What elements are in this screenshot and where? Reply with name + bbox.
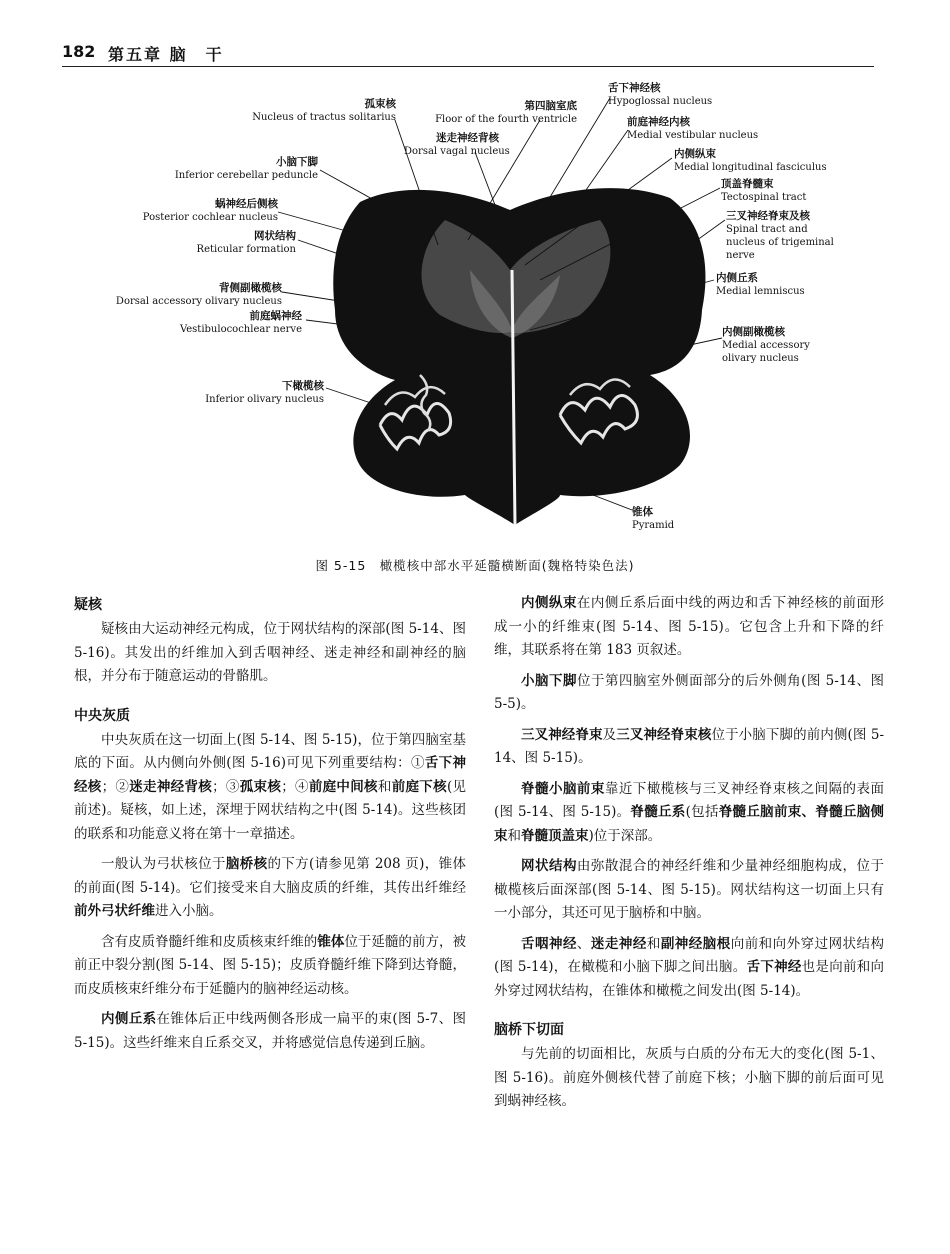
section-title-lower-pons: 脑桥下切面 xyxy=(494,1022,564,1038)
right-column xyxy=(494,592,884,1114)
figure-caption: 图 5-15 橄榄核中部水平延髓横断面(魏格特染色法) xyxy=(315,558,635,573)
paragraph: 舌咽神经、迷走神经和副神经脑根向前和向外穿过网状结构(图 5-14)，在橄榄和小脑下脚之间出脑。舌下神经也是向前和向外穿过网状结构，在锥体和橄榄之间发出(图 5-14)。 xyxy=(494,935,885,999)
label-medial-lemniscus: 内侧丘系 Medial lemniscus xyxy=(716,272,805,297)
chapter-title: 第五章 脑 干 xyxy=(108,45,224,64)
label-hypoglossal-nucleus: 舌下神经核 Hypoglossal nucleus xyxy=(608,82,713,107)
paragraph: 三叉神经脊束及三叉神经脊束核位于小脑下脚的前内侧(图 5-14、图 5-15)。 xyxy=(494,726,885,766)
label-medial-accessory-olivary: 内侧副橄榄核 Medial accessory olivary nucleus xyxy=(722,326,810,364)
paragraph: 一般认为弓状核位于脑桥核的下方(请参见第 208 页)，锥体的前面(图 5-14)。它们接受来自大脑皮质的纤维，其传出纤维经前外弓状纤维进入小脑。 xyxy=(74,856,466,919)
section-title-central-gray: 中央灰质 xyxy=(74,707,130,724)
paragraph: 中央灰质在这一切面上(图 5-14、图 5-15)，位于第四脑室基底的下面。从内侧向外侧(图 5-16)可见下列重要结构：①舌下神经核；②迷走神经背核；③孤束核；④前庭中间核和前庭下核(见前述)。疑核，如上述，深埋于网状结构之中(图 5-14)。这些核团的联系和功能意义将在第十一章描述。 xyxy=(74,731,467,842)
figure-medulla-section xyxy=(0,70,950,560)
label-inferior-cerebellar-peduncle: 小脑下脚 Inferior cerebellar peduncle xyxy=(174,156,318,181)
label-tectospinal-tract: 顶盖脊髓束 Tectospinal tract xyxy=(721,178,807,203)
paragraph: 内侧丘系在锥体后正中线两侧各形成一扁平的束(图 5-7、图 5-15)。这些纤维来自丘系交叉，并将感觉信息传递到丘脑。 xyxy=(74,1011,466,1051)
label-floor-fourth-ventricle: 第四脑室底 Floor of the fourth ventricle xyxy=(435,100,577,125)
label-vestibulocochlear-nerve: 前庭蜗神经 Vestibulocochlear nerve xyxy=(179,310,302,335)
label-medial-longitudinal-fasciculus: 内侧纵束 Medial longitudinal fasciculus xyxy=(674,148,827,173)
paragraph: 疑核由大运动神经元构成，位于网状结构的深部(图 5-14、图 5-16)。其发出的纤维加入到舌咽神经、迷走神经和副神经的脑根，并分布于随意运动的骨骼肌。 xyxy=(74,621,466,684)
label-posterior-cochlear-nucleus: 蜗神经后侧核 Posterior cochlear nucleus xyxy=(142,198,278,223)
label-dorsal-vagal-nucleus: 迷走神经背核 Dorsal vagal nucleus xyxy=(404,132,510,157)
label-nucleus-tractus-solitarius: 孤束核 Nucleus of tractus solitarius xyxy=(252,98,396,123)
paragraph: 内侧纵束在内侧丘系后面中线的两边和舌下神经核的前面形成一小的纤维束(图 5-14、图 5-15)。它包含上升和下降的纤维，其联系将在第 183 页叙述。 xyxy=(494,595,885,658)
page-number: 182 xyxy=(62,42,96,61)
left-column xyxy=(74,592,466,1055)
label-dorsal-accessory-olivary: 背侧副橄榄核 Dorsal accessory olivary nucleus xyxy=(115,282,282,307)
paragraph: 含有皮质脊髓纤维和皮质核束纤维的锥体位于延髓的前方，被前正中裂分割(图 5-14、图 5-15)；皮质脊髓纤维下降到达脊髓，而皮质核束纤维分布于延髓内的脑神经运动核。 xyxy=(74,933,467,997)
label-medial-vestibular-nucleus: 前庭神经内核 Medial vestibular nucleus xyxy=(627,116,759,141)
label-spinal-tract-trigeminal: 三叉神经脊束及核 Spinal tract and nucleus of trigeminal nerve xyxy=(726,210,834,261)
paragraph: 脊髓小脑前束靠近下橄榄核与三叉神经脊束核之间隔的表面(图 5-14、图 5-15)。脊髓丘系(包括脊髓丘脑前束、脊髓丘脑侧束和脊髓顶盖束)位于深部。 xyxy=(494,780,885,844)
paragraph: 与先前的切面相比，灰质与白质的分布无大的变化(图 5-1、图 5-16)。前庭外侧核代替了前庭下核；小脑下脚的前后面可见到蜗神经核。 xyxy=(494,1046,884,1109)
paragraph: 小脑下脚位于第四脑室外侧面部分的后外侧角(图 5-14、图 5-5)。 xyxy=(494,672,885,712)
label-reticular-formation: 网状结构 Reticular formation xyxy=(196,230,296,255)
paragraph: 网状结构由弥散混合的神经纤维和少量神经细胞构成，位于橄榄核后面深部(图 5-14、图 5-15)。网状结构这一切面上只有一小部分，其还可见于脑桥和中脑。 xyxy=(494,858,885,921)
specimen xyxy=(333,188,705,525)
page-header xyxy=(62,38,874,67)
label-pyramid: 锥体 Pyramid xyxy=(632,506,675,531)
label-inferior-olivary-nucleus: 下橄榄核 Inferior olivary nucleus xyxy=(205,380,324,405)
section-title-nucleus-ambiguus: 疑核 xyxy=(74,597,102,613)
